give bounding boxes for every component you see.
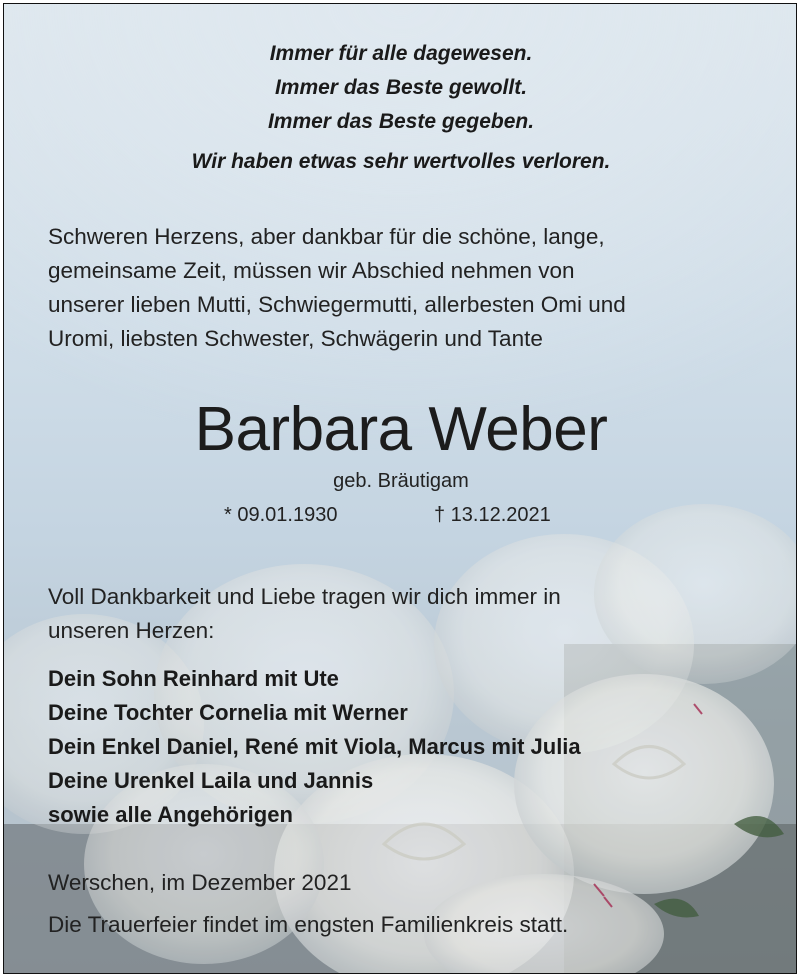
- intro-line: Schweren Herzens, aber dankbar für die schöne, lange,: [48, 224, 605, 249]
- maiden-name: geb. Bräutigam: [333, 470, 469, 492]
- mourner-line: Dein Enkel Daniel, René mit Viola, Marcus mit Julia: [48, 734, 581, 759]
- motto-line: Immer das Beste gewollt.: [274, 76, 528, 99]
- intro-line: Uromi, liebsten Schwester, Schwägerin und Tante: [48, 326, 543, 351]
- mourner-line: Dein Sohn Reinhard mit Ute: [48, 666, 339, 691]
- obituary-notice: [3, 3, 797, 974]
- intro-line: unserer lieben Mutti, Schwiegermutti, allerbesten Omi und: [48, 292, 626, 317]
- motto-line: Wir haben etwas sehr wertvolles verloren.: [191, 150, 611, 173]
- intro-line: gemeinsame Zeit, müssen wir Abschied nehmen von: [48, 258, 575, 283]
- gratitude-line: Voll Dankbarkeit und Liebe tragen wir dich immer in: [48, 584, 561, 609]
- death-date: † 13.12.2021: [434, 504, 551, 526]
- deceased-name: Barbara Weber: [194, 395, 608, 464]
- mourner-line: sowie alle Angehörigen: [48, 802, 293, 827]
- motto-line: Immer das Beste gegeben.: [267, 110, 535, 133]
- funeral-note: Die Trauerfeier findet im engsten Familienkreis statt.: [48, 912, 569, 937]
- birth-date: * 09.01.1930: [224, 504, 338, 526]
- gratitude-line: unseren Herzen:: [48, 618, 215, 643]
- mourner-line: Deine Tochter Cornelia mit Werner: [48, 700, 408, 725]
- mourner-line: Deine Urenkel Laila und Jannis: [48, 768, 374, 793]
- place-date: Werschen, im Dezember 2021: [48, 870, 352, 895]
- motto-line: Immer für alle dagewesen.: [269, 42, 533, 65]
